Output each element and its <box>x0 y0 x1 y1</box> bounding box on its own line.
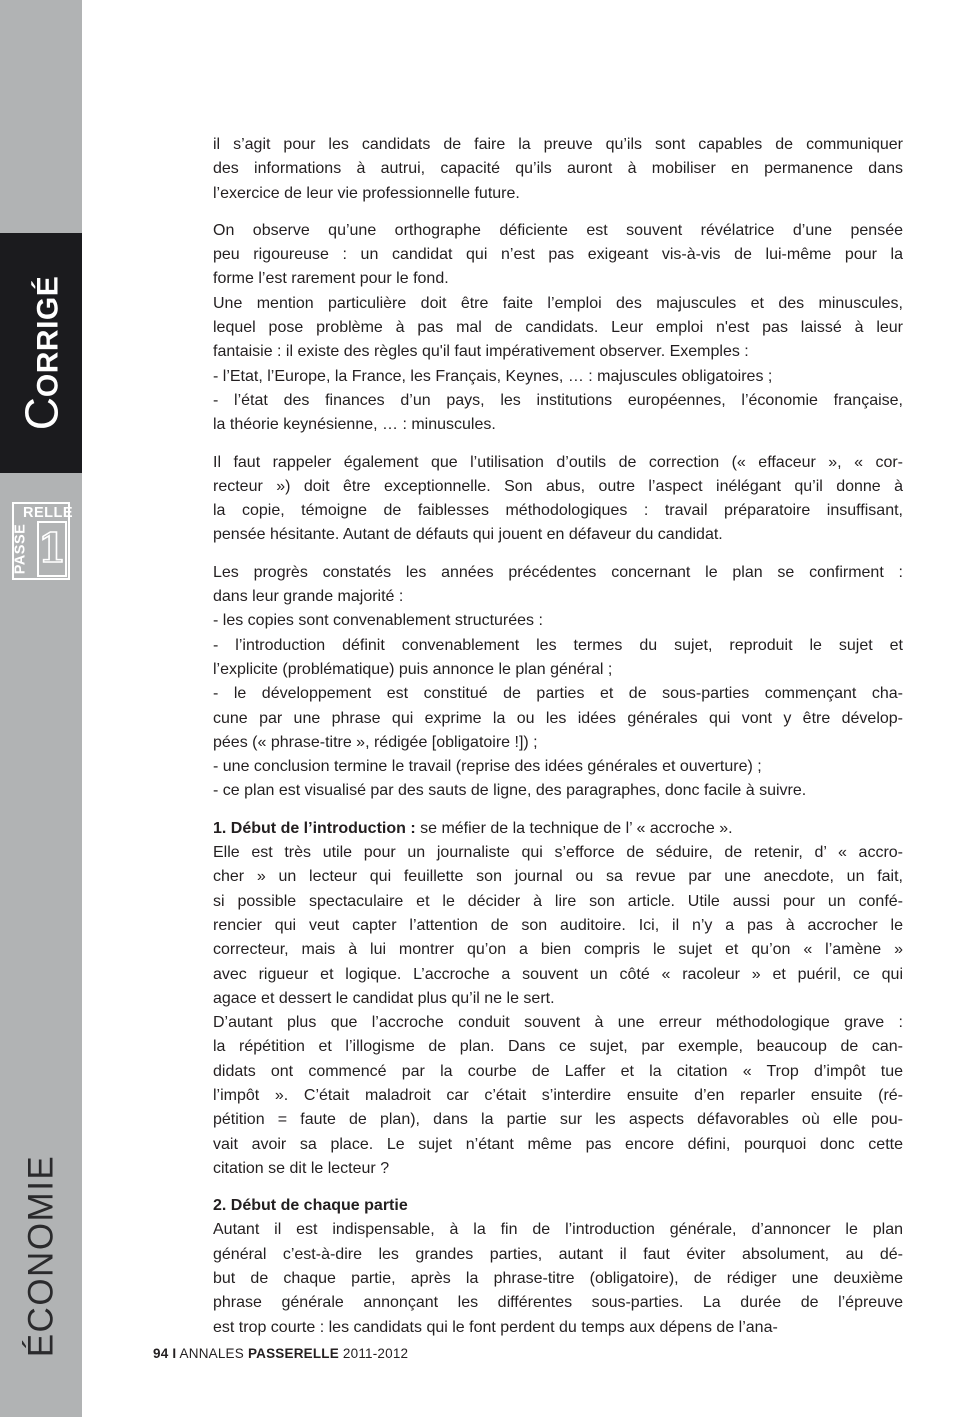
footer-brand: PASSERELLE <box>247 1346 339 1361</box>
text-line <box>213 914 903 938</box>
text-line <box>213 182 903 206</box>
text-line <box>213 267 903 291</box>
text-block <box>213 133 903 206</box>
text-segment: - ce plan est visualisé par des sauts de ligne, des paragraphes, donc facile à suivre. <box>213 782 807 800</box>
text-segment: fantaisie : il existe des règles qu'il faut impérativement observer. Exemples : <box>213 343 749 361</box>
text-segment: - le développement est constitué de parties et de sous-parties commençant cha- <box>213 685 903 703</box>
text-line <box>213 707 903 731</box>
text-line <box>213 475 903 499</box>
text-segment: - l’Etat, l’Europe, la France, les Français, Keynes, … : majuscules obligatoires ; <box>213 367 773 385</box>
text-line <box>213 1035 903 1059</box>
section-label <box>0 1156 82 1356</box>
text-segment: des informations à autrui, capacité qu’ils auront à mobiliser en permanence dans <box>213 160 903 178</box>
footer-separator: I <box>172 1346 177 1361</box>
text-segment: l’impôt ». C’était maladroit car c’était s’interdire ensuite d’en reparler ensuite (ré- <box>213 1086 903 1104</box>
text-segment: général c’est-à-dire les grandes parties, autant il faut éviter absolument, au dé- <box>213 1245 903 1263</box>
text-segment: didats ont commencé par la courbe de Laffer et la citation « Trop d’impôt tue <box>213 1062 903 1080</box>
text-segment: la répétition et l’illogisme de plan. Dans ce sujet, par exemple, beaucoup de can- <box>213 1038 903 1056</box>
text-line <box>213 219 903 243</box>
text-line <box>213 987 903 1011</box>
text-segment: pées (« phrase-titre », rédigée [obligatoire !]) ; <box>213 733 538 751</box>
text-segment-bold: 2. Début de chaque partie <box>213 1197 408 1215</box>
sidebar <box>0 0 82 1417</box>
text-segment: cune par une phrase qui exprime la ou les idées générales qui vont y être dévelop- <box>213 709 903 727</box>
text-line <box>213 841 903 865</box>
text-line <box>213 682 903 706</box>
text-segment: - une conclusion termine le travail (reprise des idées générales et ouverture) ; <box>213 758 762 776</box>
text-line <box>213 634 903 658</box>
text-segment: Les progrès constatés les années précédentes concernant le plan se confirment : <box>213 563 903 581</box>
text-segment: but de chaque partie, après la phrase-titre (obligatoire), de rédiger une deuxième <box>213 1270 903 1288</box>
page-number: 94 <box>153 1346 169 1361</box>
text-segment: cher » un lecteur qui feuillette son journal ou sa revue par une anecdote, un fait, <box>213 868 903 886</box>
text-line <box>213 755 903 779</box>
text-segment: avec rigueur et logique. L’accroche a souvent un côté « racoleur » et puéril, ce qui <box>213 965 903 983</box>
text-line <box>213 243 903 267</box>
corrige-rest: ORRIGÉ <box>31 275 64 398</box>
text-segment: la copie, témoigne de faiblesses méthodologiques : travail préparatoire insuffisant, <box>213 502 903 520</box>
text-segment: correcteur, mais à lui montrer qu’on a bien compris le sujet et qu’on « l’amène » <box>213 941 903 959</box>
text-line <box>213 157 903 181</box>
text-line <box>213 365 903 389</box>
text-segment: peu rigoureuse : un candidat qui n’est pas exigeant vis-à-vis de lui-même pour la <box>213 246 903 264</box>
text-line <box>213 340 903 364</box>
text-line <box>213 1267 903 1291</box>
corrige-initial: C <box>15 397 67 431</box>
text-segment: est trop courte : les candidats qui le font perdent du temps aux dépens de l’ana- <box>213 1318 778 1336</box>
text-line <box>213 1218 903 1242</box>
logo-passe-label <box>14 521 26 577</box>
corrige-label <box>14 276 68 431</box>
footer-years: 2011-2012 <box>342 1346 409 1361</box>
text-line <box>213 316 903 340</box>
text-segment: lequel pose problème à pas mal de candidats. Leur emploi n'est pas laissé à leur <box>213 319 903 337</box>
text-segment: Une mention particulière doit être faite l’emploi des majuscules et des minuscules, <box>213 294 903 312</box>
text-line <box>213 963 903 987</box>
text-line <box>213 1108 903 1132</box>
text-line <box>213 865 903 889</box>
text-segment: vait avoir sa place. Le sujet n’étant même pas encore défini, pourquoi donc cette <box>213 1135 903 1153</box>
text-line <box>213 523 903 547</box>
text-segment: forme l’est rarement pour le fond. <box>213 270 449 288</box>
text-line <box>213 1084 903 1108</box>
text-segment: rencier qui veut capter l’attention de son auditoire. Ici, il n’y a pas à accrocher le <box>213 916 903 934</box>
text-line <box>213 451 903 475</box>
text-line <box>213 1316 903 1340</box>
text-line <box>213 1060 903 1084</box>
text-line <box>213 292 903 316</box>
text-line <box>213 779 903 803</box>
text-segment: se méfier de la technique de l’ « accroche ». <box>420 819 733 837</box>
text-line <box>213 1291 903 1315</box>
corrige-tab <box>0 233 82 473</box>
text-segment: agace et dessert le candidat plus qu’il ne le sert. <box>213 989 555 1007</box>
text-line <box>213 817 903 841</box>
text-segment: - les copies sont convenablement structurées : <box>213 612 543 630</box>
text-segment: il s’agit pour les candidats de faire la preuve qu’ils sont capables de communiquer <box>213 136 903 153</box>
text-segment-bold: 1. Début de l’introduction : <box>213 819 421 837</box>
text-line <box>213 1133 903 1157</box>
text-line <box>213 609 903 633</box>
text-segment: - l’introduction définit convenablement les termes du sujet, reproduit le sujet et <box>213 636 903 654</box>
text-line <box>213 1243 903 1267</box>
text-segment: Autant il est indispensable, à la fin de l’introduction générale, d’annoncer le plan <box>213 1221 903 1239</box>
text-line <box>213 389 903 413</box>
page-footer <box>153 1346 408 1361</box>
text-segment: - l’état des finances d’un pays, les institutions européennes, l’économie française, <box>213 391 903 409</box>
text-block <box>213 817 903 1181</box>
text-line <box>213 731 903 755</box>
text-block <box>213 1194 903 1340</box>
body-text <box>213 133 903 1353</box>
text-line <box>213 133 903 157</box>
logo-passe-text: PASSE <box>12 523 28 575</box>
text-segment: l’exercice de leur vie professionnelle future. <box>213 184 520 202</box>
text-line <box>213 890 903 914</box>
text-segment: pétition = faute de plan), dans la partie sur les aspects défavorables où elle pou- <box>213 1111 903 1129</box>
text-segment: On observe qu’une orthographe déficiente est souvent révélatrice d’une pensée <box>213 221 903 239</box>
text-line <box>213 1194 903 1218</box>
passerelle-logo <box>12 502 74 580</box>
text-line <box>213 561 903 585</box>
footer-series: ANNALES <box>179 1346 244 1361</box>
text-segment: recteur ») doit être exceptionnelle. Son abus, outre l’aspect inélégant qu’il donne à <box>213 477 903 495</box>
text-segment: D’autant plus que l’accroche conduit souvent à une erreur méthodologique grave : <box>213 1014 903 1032</box>
text-block <box>213 219 903 438</box>
text-segment: l’explicite (problématique) puis annonce le plan général ; <box>213 660 613 678</box>
text-line <box>213 585 903 609</box>
text-segment: si possible spectaculaire et le décider à lire son article. Utile aussi pour un confé- <box>213 892 903 910</box>
text-segment: pensée hésitante. Autant de défauts qui jouent en défaveur du candidat. <box>213 526 723 544</box>
text-line <box>213 499 903 523</box>
text-line <box>213 413 903 437</box>
logo-number: 1 <box>38 525 66 572</box>
text-segment: Il faut rappeler également que l’utilisation d’outils de correction (« effaceur », « cor- <box>213 453 903 471</box>
text-segment: citation se dit le lecteur ? <box>213 1159 390 1177</box>
text-block <box>213 561 903 804</box>
text-segment: phrase générale annonçant les différentes sous-parties. La durée de l’épreuve <box>213 1294 903 1312</box>
section-label-text: ÉCONOMIE <box>21 1154 61 1358</box>
text-block <box>213 451 903 548</box>
text-line <box>213 1011 903 1035</box>
text-segment: Elle est très utile pour un journaliste qui s’efforce de séduire, de retenir, d’ « accro- <box>213 844 903 862</box>
text-segment: dans leur grande majorité : <box>213 588 404 606</box>
text-line <box>213 1157 903 1181</box>
logo-number-box <box>37 521 67 577</box>
logo-relle-label: RELLE <box>23 505 74 521</box>
text-line <box>213 938 903 962</box>
text-segment: la théorie keynésienne, … : minuscules. <box>213 416 496 434</box>
text-line <box>213 658 903 682</box>
